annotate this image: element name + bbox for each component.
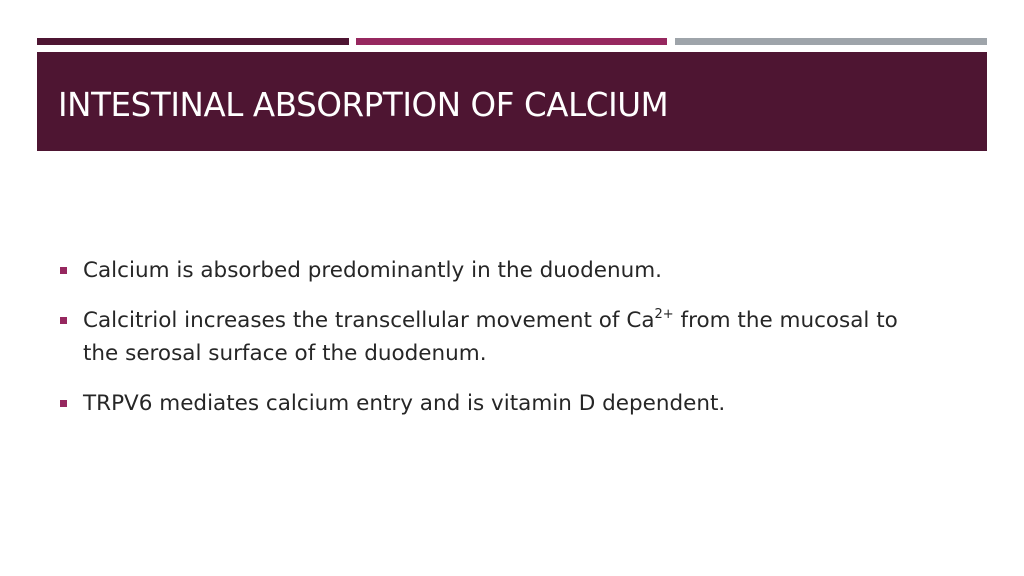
bullet-item bbox=[58, 254, 918, 287]
title-band bbox=[37, 52, 987, 151]
bullet-text bbox=[83, 308, 898, 366]
bullet-text-part: Calcitriol increases the transcellular movement of Ca bbox=[83, 308, 655, 333]
slide-title: INTESTINAL ABSORPTION OF CALCIUM bbox=[58, 86, 669, 124]
bullet-text: TRPV6 mediates calcium entry and is vitamin D dependent. bbox=[83, 391, 726, 416]
square-bullet-icon bbox=[60, 400, 67, 407]
accent-bar-magenta bbox=[356, 38, 667, 45]
bullet-list bbox=[58, 254, 918, 437]
bullet-item bbox=[58, 304, 918, 370]
bullet-text: Calcium is absorbed predominantly in the duodenum. bbox=[83, 258, 662, 283]
superscript-charge: 2+ bbox=[654, 307, 674, 322]
square-bullet-icon bbox=[60, 317, 67, 324]
bullet-text-part: from the mucosal to the serosal surface of the duodenum. bbox=[83, 308, 898, 366]
bullet-item bbox=[58, 387, 918, 420]
accent-bar-dark-plum bbox=[37, 38, 349, 45]
square-bullet-icon bbox=[60, 267, 67, 274]
accent-bar-gray bbox=[675, 38, 987, 45]
